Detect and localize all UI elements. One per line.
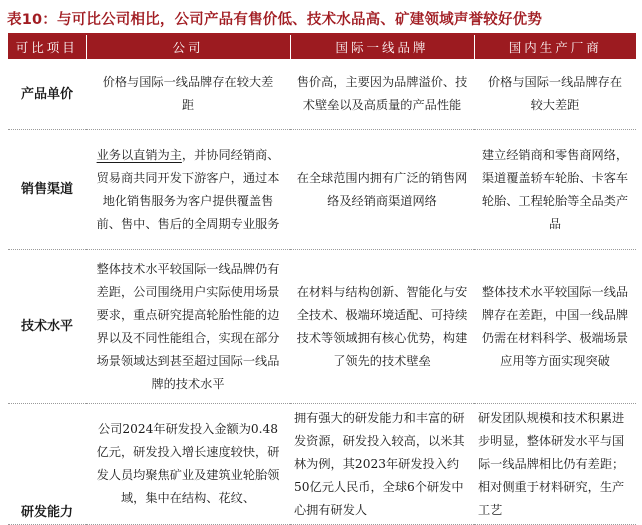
header-intl-brand: 国际一线品牌 (290, 35, 474, 59)
table-caption: 表10：与可比公司相比，公司产品有售价低、技术水品高、矿建领域声誉较好优势 (7, 12, 543, 28)
header-company: 公司 (86, 35, 290, 59)
cell-intl-brand: 在材料与结构创新、智能化与安全技术、极端环境适配、可持续技术等领域拥有核心优势，构建了领先的技术壁垒 (290, 250, 474, 404)
table-row (8, 59, 636, 130)
cell-company: 价格与国际一线品牌存在较大差距 (86, 59, 290, 130)
cell-company: 整体技术水平较国际一线品牌仍有差距，公司围绕用户实际使用场景要求，重点研究提高轮胎性能的边界以及不同性能组合，实现在部分场景领域达到甚至超过国际一线品牌的技术水平 (86, 250, 290, 404)
row-category: 技术水平 (8, 250, 86, 404)
table-header-row (8, 35, 636, 59)
header-domestic-maker: 国内生产厂商 (474, 35, 636, 59)
cell-intl-brand: 拥有强大的研发能力和丰富的研发资源，研发投入较高，以米其林为例，其2023年研发投入约50亿元人民币，全球6个研发中心拥有研发人 (290, 404, 474, 525)
row-category: 产品单价 (8, 59, 86, 130)
row-category: 研发能力 (8, 404, 86, 525)
cell-intl-brand: 售价高，主要因为品牌溢价、技术壁垒以及高质量的产品性能 (290, 59, 474, 130)
cell-company-text: ，并协同经销商、贸易商共同开发下游客户，通过本地化销售服务为客户提供覆盖售前、售中、售后的全周期专业服务 (96, 147, 280, 231)
cell-domestic-maker: 价格与国际一线品牌存在较大差距 (474, 59, 636, 130)
cell-domestic-maker: 研发团队规模和技术积累进步明显，整体研发水平与国际一线品牌相比仍有差距；相对侧重于材料研究，生产工艺 (474, 404, 636, 525)
cell-domestic-maker: 整体技术水平较国际一线品牌存在差距，中国一线品牌仍需在材料科学、极端场景应用等方面实现突破 (474, 250, 636, 404)
table-row (8, 250, 636, 404)
cell-company: 公司2024年研发投入金额为0.48亿元，研发投入增长速度较快，研发人员均聚焦矿业及建筑业轮胎领域，集中在结构、花纹、 (86, 404, 290, 525)
comparison-table (8, 35, 636, 525)
table-row (8, 404, 636, 525)
row-category: 销售渠道 (8, 130, 86, 250)
cell-domestic-maker: 建立经销商和零售商网络，渠道覆盖轿车轮胎、卡客车轮胎、工程轮胎等全品类产品 (474, 130, 636, 250)
table-row (8, 130, 636, 250)
underlined-text: 业务以直销为主 (96, 147, 182, 162)
header-category: 可比项目 (8, 35, 86, 59)
cell-company (86, 130, 290, 250)
cell-intl-brand: 在全球范围内拥有广泛的销售网络及经销商渠道网络 (290, 130, 474, 250)
